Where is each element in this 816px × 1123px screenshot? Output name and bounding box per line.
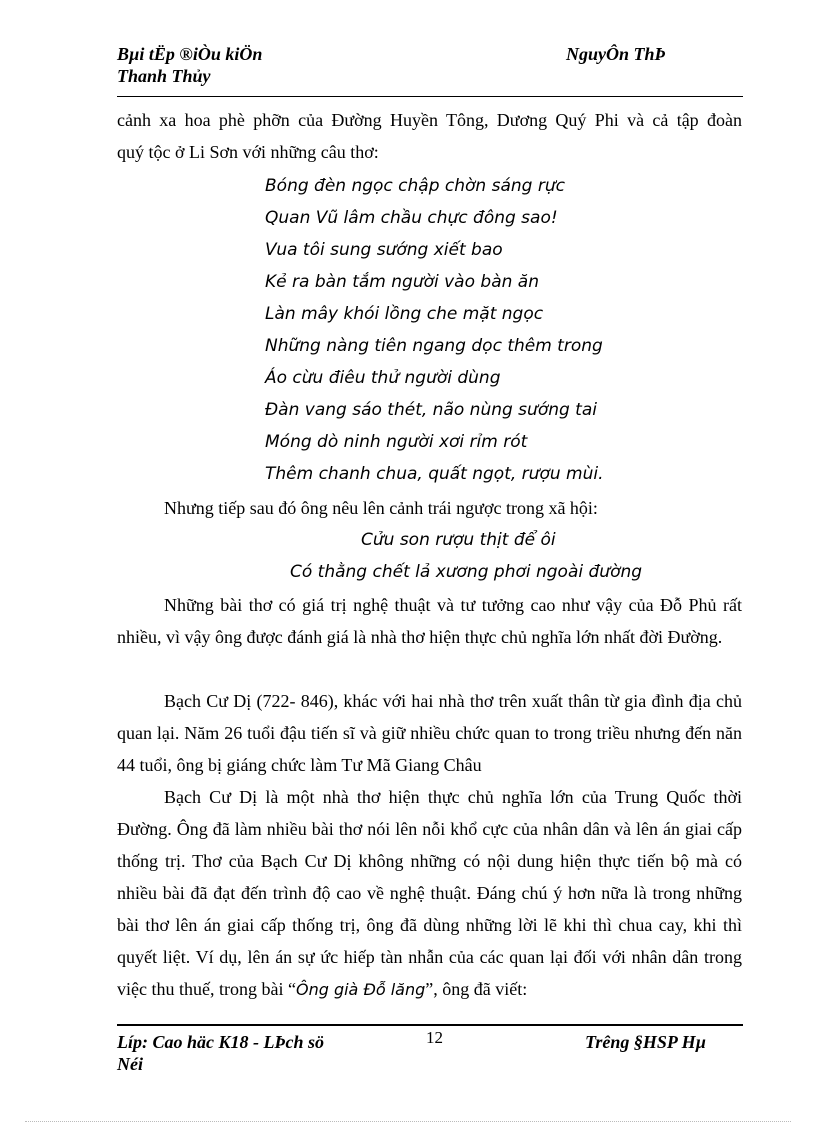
- page-edge-divider: [25, 1121, 791, 1122]
- para5-text: Bạch Cư Dị là một nhà thơ hiện thực chủ nghĩa lớn của Trung Quốc thời Đường. Ông đã làm nhiều bài thơ nói lên nỗi khổ cực của nhân dân và lên án giai cấp thống trị. Thơ của Bạch Cư Dị không những có nội dung hiện thực tiến bộ mà có nhiều bài đã đạt đến trình độ cao về nghệ thuật. Đáng chú ý hơn nữa là trong những bài thơ lên án giai cấp thống trị, ông đã dùng những lời lẽ khi thì chua cay, khi thì quyết liệt. Ví dụ, lên án sự ức hiếp tàn nhẫn của các quan lại đối với nhân dân trong việc thu thuế, trong bài: [117, 787, 742, 999]
- poem-line: Quan Vũ lâm chầu chực đông sao!: [265, 208, 558, 228]
- footer-class-cont: Néi: [117, 1054, 143, 1074]
- quote-open: “: [287, 979, 296, 999]
- footer-rule: [117, 1024, 743, 1026]
- poem-line: Đàn vang sáo thét, não nùng sướng tai: [265, 400, 597, 420]
- footer-left: [117, 1031, 377, 1075]
- footer-class: Líp: Cao häc K18 - LÞch sö: [117, 1032, 324, 1052]
- para3: Những bài thơ có giá trị nghệ thuật và tư tưởng cao như vậy của Đỗ Phủ rất nhiều, vì vậy ông được đánh giá là nhà thơ hiện thực chủ nghĩa lớn nhất đời Đường.: [117, 595, 742, 647]
- header-author: NguyÔn ThÞ: [566, 44, 666, 64]
- poem-line: Áo cừu điêu thử người dùng: [265, 368, 501, 388]
- poem-line: Móng dò ninh người xơi rỉm rót: [265, 432, 528, 452]
- para5: [117, 781, 742, 1006]
- poem-title: Ông già Đỗ lăng: [295, 980, 426, 999]
- poem-line: Làn mây khói lồng che mặt ngọc: [265, 304, 544, 324]
- poem-line: Có thằng chết lả xương phơi ngoài đường: [290, 562, 643, 582]
- para5-tail: , ông đã viết:: [433, 979, 528, 999]
- header-title: Bµi tËp ®iÒu kiÖn: [117, 44, 263, 64]
- poem-line: Bóng đèn ngọc chập chờn sáng rực: [265, 176, 565, 196]
- poem-line: Cửu son rượu thịt để ôi: [361, 530, 556, 550]
- poem-line: Những nàng tiên ngang dọc thêm trong: [265, 336, 603, 356]
- poem-line: Thêm chanh chua, quất ngọt, rượu mùi.: [265, 464, 604, 484]
- para1-line1: cảnh xa hoa phè phỡn của Đường Huyền Tông, Dương Quý Phi và cả tập đoàn: [117, 110, 742, 130]
- poem-line: Kẻ ra bàn tắm người vào bàn ăn: [265, 272, 539, 292]
- para4: Bạch Cư Dị (722- 846), khác với hai nhà thơ trên xuất thân từ gia đình địa chủ quan lại. Năm 26 tuổi đậu tiến sĩ và giữ nhiều chức quan to trong triều nhưng đến năn 44 tuổi, ông bị giáng chức làm Tư Mã Giang Châu: [117, 691, 742, 775]
- header-left: [117, 43, 377, 87]
- header-subtitle: Thanh Thủy: [117, 66, 211, 86]
- footer-school: Trêng §HSP Hµ: [585, 1032, 707, 1052]
- para2: Nhưng tiếp sau đó ông nêu lên cảnh trái ngược trong xã hội:: [164, 498, 598, 518]
- quote-close: ”: [425, 979, 434, 999]
- header-rule: [117, 96, 743, 97]
- para1-line2: quý tộc ở Li Sơn với những câu thơ:: [117, 142, 379, 162]
- page-number: 12: [426, 1028, 443, 1047]
- poem-line: Vua tôi sung sướng xiết bao: [265, 240, 503, 260]
